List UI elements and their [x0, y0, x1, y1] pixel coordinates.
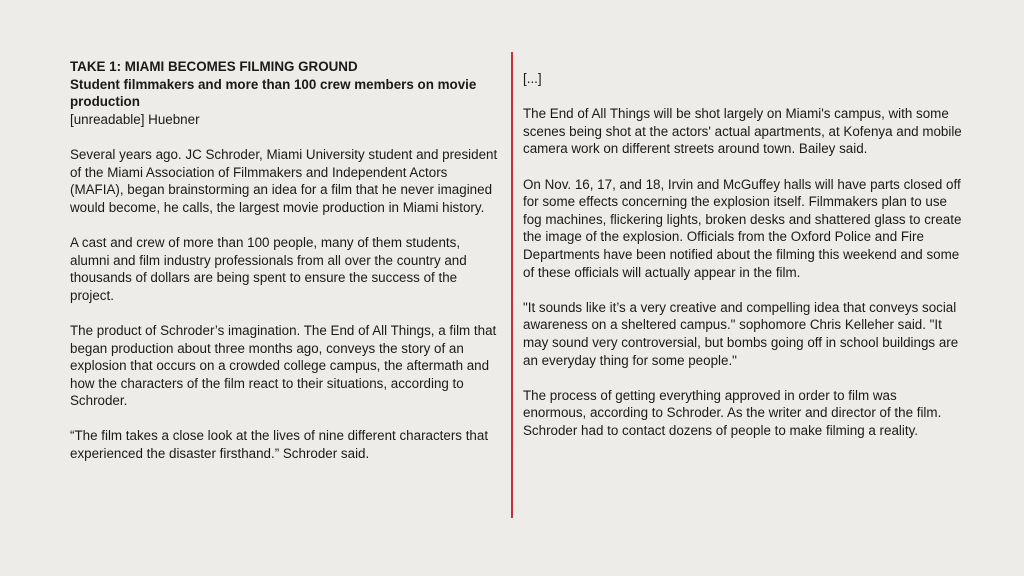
ellipsis-marker: [...]: [523, 71, 542, 86]
paragraph: The product of Schroder’s imagination. The End of All Things, a film that began production about three months ago, conveys the story of an explosion that occurs on a crowded college campus, the aftermath and how the characters of the film react to their situations, according to Schroder.: [70, 322, 497, 409]
paragraph: On Nov. 16, 17, and 18, Irvin and McGuffey halls will have parts closed off for some effects concerning the explosion itself. Filmmakers plan to use fog machines, flickering lights, broken desks and shattered glass to create the image of the explosion. Officials from the Oxford Police and Fire Departments have been notified about the filming this weekend and some of these officials will actually appear in the film.: [523, 176, 962, 280]
paragraph: "It sounds like it’s a very creative and compelling idea that conveys social awareness on a sheltered campus." sophomore Chris Kelleher said. "It may sound very controversial, but bombs going off in school buildings are an everyday thing for some people.": [523, 299, 959, 368]
paragraph: “The film takes a close look at the lives of nine different characters that experienced the disaster firsthand.” Schroder said.: [70, 428, 489, 462]
article-title: TAKE 1: MIAMI BECOMES FILMING GROUND: [70, 59, 358, 74]
paragraph: The End of All Things will be shot largely on Miami's campus, with some scenes being shot at the actors' actual apartments, at Kofenya and mobile camera work on different streets around town. Bailey said.: [523, 106, 962, 157]
article-byline: [unreadable] Huebner: [70, 111, 200, 127]
column-divider: [511, 52, 513, 518]
paragraph: A cast and crew of more than 100 people, many of them students, alumni and film industry professionals from all over the country and thousands of dollars are being spent to ensure the success of the project.: [70, 234, 467, 303]
paragraph: The process of getting everything approved in order to film was enormous, according to Schroder. As the writer and director of the film. Schroder had to contact dozens of people to make filming a reality.: [523, 387, 942, 438]
paragraph: Several years ago. JC Schroder, Miami University student and president of the Miami Association of Filmmakers and Independent Actors (MAFIA), began brainstorming an idea for a film that he never imagined would become, he calls, the largest movie production in Miami history.: [70, 146, 498, 215]
right-column: [523, 70, 963, 457]
left-column: [70, 58, 500, 480]
article-subtitle: Student filmmakers and more than 100 crew members on movie production: [70, 76, 477, 110]
